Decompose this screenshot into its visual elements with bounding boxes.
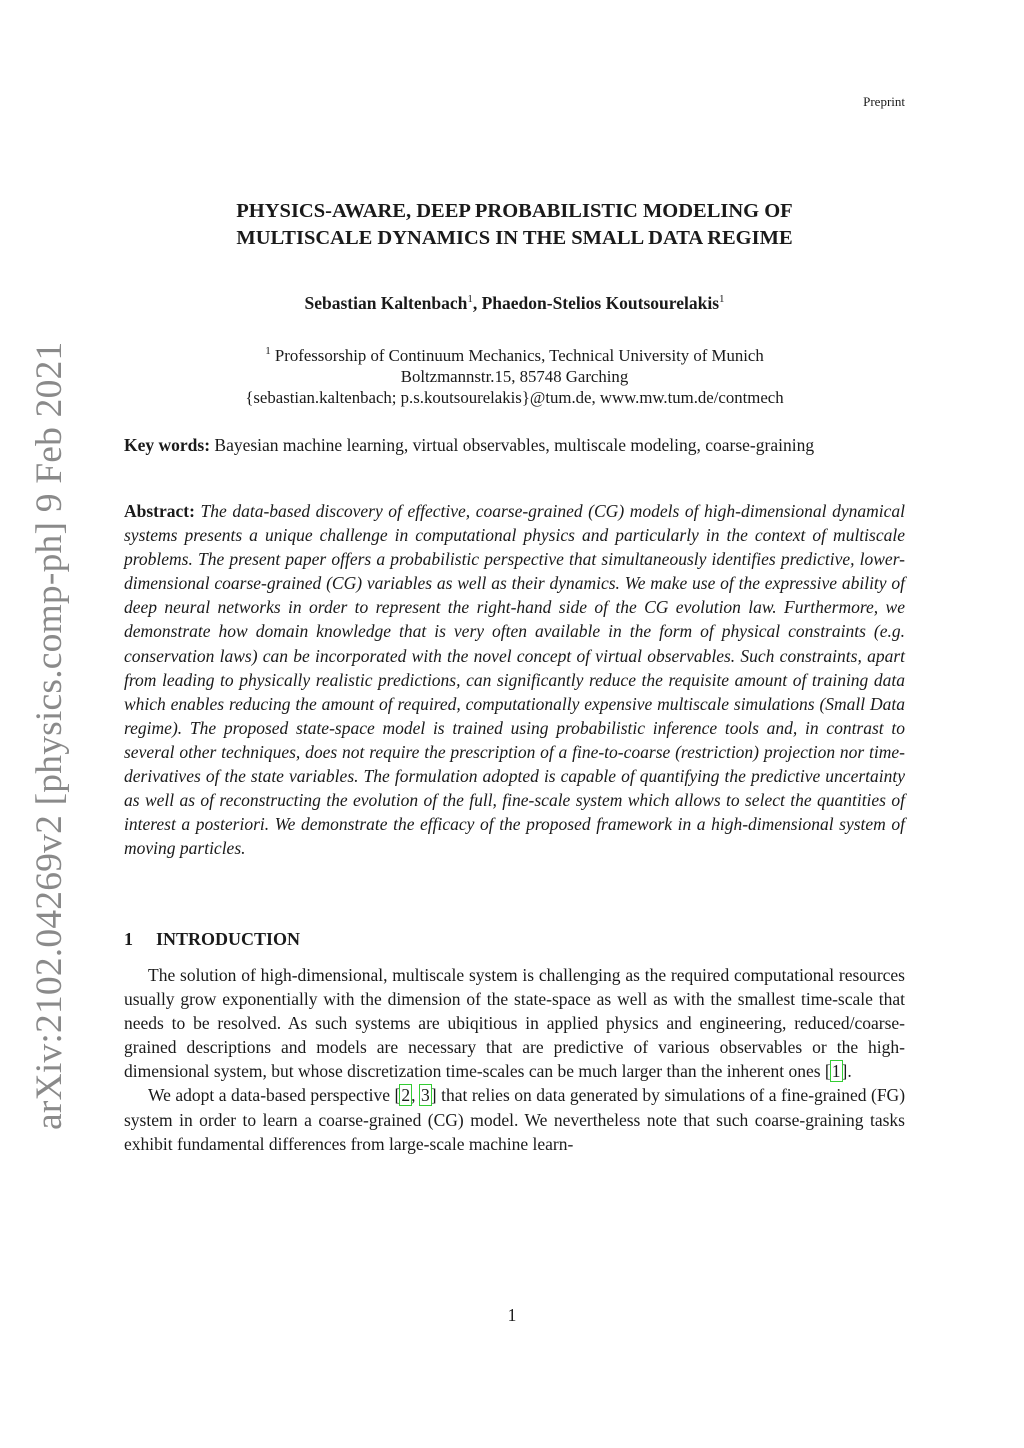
title-line-2: MULTISCALE DYNAMICS IN THE SMALL DATA REGIME [236,227,793,249]
citation-separator: , [411,1085,421,1106]
affiliation-block [124,341,905,408]
citation-link[interactable]: 2 [401,1085,411,1106]
arxiv-identifier: arXiv:2102.04269v2 [physics.comp-ph] 9 Feb 2021 [29,341,70,1130]
paragraph-text: ]. [841,1061,852,1082]
citation-link[interactable]: 1 [831,1061,841,1082]
abstract-text: The data-based discovery of effective, coarse-grained (CG) models of high-dimensional dynamical systems presents a unique challenge in computational physics and particularly in the context of multiscale problems. The present paper offers a probabilistic perspective that simultaneously identifies predictive, lower-dimensional coarse-grained (CG) variables as well as their dynamics. We make use of the expressive ability of deep neural networks in order to represent the right-hand side of the CG evolution law. Furthermore, we demonstrate how domain knowledge that is very often available in the form of physical constraints (e.g. conservation laws) can be incorporated with the novel concept of virtual observables. Such constraints, apart from leading to physically realistic predictions, can significantly reduce the requisite amount of training data which enables reducing the amount of required, computationally expensive multiscale simulations (Small Data regime). The proposed state-space model is trained using probabilistic inference tools and, in contrast to several other techniques, does not require the prescription of a fine-to-coarse (restriction) projection nor time-derivatives of the state variables. The formulation adopted is capable of quantifying the predictive uncertainty as well as of reconstructing the evolution of the full, fine-scale system which allows to select the quantities of interest a posteriori. We demonstrate the efficacy of the proposed framework in a high-dimensional system of moving particles. [124,501,905,859]
affiliation-mark: 1 [265,345,271,357]
affiliation-contact[interactable]: {sebastian.kaltenbach; p.s.koutsourelakis}@tum.de, www.mw.tum.de/contmech [245,388,784,407]
author-affiliation-mark: 1 [467,293,473,305]
author-list [124,293,905,314]
abstract-label: Abstract: [124,501,195,521]
paragraph-text: We adopt a data-based perspective [ [148,1085,401,1106]
section-number: 1 [124,929,133,949]
keywords-label: Key words: [124,435,211,455]
paragraph [124,1083,905,1155]
preprint-label: Preprint [863,94,905,109]
author-name: Phaedon-Stelios Koutsourelakis [481,293,720,313]
paragraph [124,963,905,1083]
introduction-body [124,963,905,1156]
author-separator: , [472,293,482,313]
affiliation-address: Boltzmannstr.15, 85748 Garching [400,367,629,386]
paragraph-text: The solution of high-dimensional, multiscale system is challenging as the required computational resources usually grow exponentially with the dimension of the state-space as well as with the smallest time-scale that needs to be resolved. As such systems are ubiqitious in applied physics and engineering, reduced/coarse-grained descriptions and models are necessary that are predictive of various observables or the high-dimensional system, but whose discretization time-scales can be much larger than the inherent ones [ [124,965,905,1082]
keywords-block [124,433,905,457]
page-number: 1 [507,1305,517,1325]
author-affiliation-mark: 1 [719,293,725,305]
abstract-block [124,499,905,860]
paragraph-text: ] that relies on data generated by simulations of a fine-grained (FG) system in order to learn a coarse-grained (CG) model. We nevertheless note that such coarse-graining tasks exhibit fundamental differences from large-scale machine learn- [124,1085,906,1154]
affiliation-line-1 [124,341,905,366]
paper-title [124,198,905,252]
keywords-text: Bayesian machine learning, virtual observables, multiscale modeling, coarse-graining [210,435,815,455]
title-line-1: PHYSICS-AWARE, DEEP PROBABILISTIC MODELING OF [236,200,793,222]
section-title: INTRODUCTION [156,929,301,949]
section-heading-introduction [124,929,300,950]
author-name: Sebastian Kaltenbach [304,293,468,313]
citation-link[interactable]: 3 [421,1085,430,1106]
affiliation-institution: Professorship of Continuum Mechanics, Technical University of Munich [270,346,764,365]
